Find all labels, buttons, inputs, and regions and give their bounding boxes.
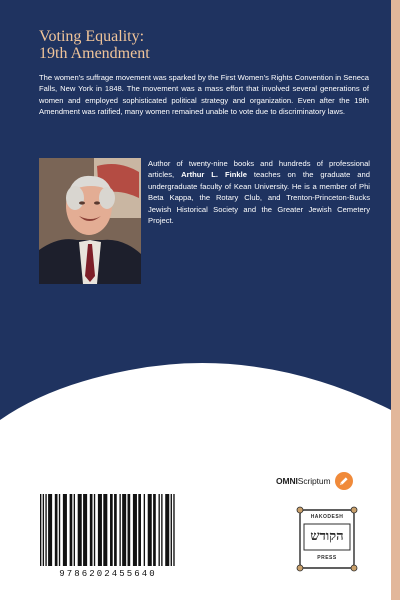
barcode-bar <box>43 494 44 566</box>
barcode-bar <box>119 494 120 566</box>
barcode-bar <box>40 494 41 566</box>
isbn-barcode <box>38 492 178 582</box>
barcode-bar <box>78 494 82 566</box>
book-title-line-1: Voting Equality: <box>39 28 145 45</box>
barcode-bar <box>48 494 52 566</box>
barcode-bar <box>110 494 113 566</box>
book-title <box>39 28 359 62</box>
barcode-bar <box>173 494 174 566</box>
barcode-bar <box>148 494 152 566</box>
isbn-number: 9786202455640 <box>59 569 157 579</box>
barcode-bar <box>159 494 160 566</box>
pencil-icon <box>338 476 349 487</box>
publisher-logo <box>276 468 376 494</box>
barcode-bar <box>98 494 102 566</box>
barcode-bar <box>165 494 169 566</box>
barcode-bar <box>138 494 141 566</box>
barcode-bars <box>38 492 178 568</box>
imprint-name-bottom: PRESS <box>317 555 337 561</box>
publisher-name-regular: Scriptum <box>297 476 331 486</box>
barcode-bar <box>122 494 126 566</box>
barcode-bar <box>128 494 131 566</box>
barcode-bar <box>83 494 87 566</box>
author-name: Arthur L. Finkle <box>181 170 247 180</box>
barcode-bar <box>55 494 58 566</box>
barcode-bar <box>94 494 95 566</box>
book-blurb: The women's suffrage movement was sparked by the First Women's Rights Convention in Seneca Falls, New York in 1848. The movement was a mass effort that involved several generations of women and employed sophisticated political strategy and organization. Even after the 19th Amendment was ratified, many women remained unable to vote due to discriminatory laws. <box>39 73 369 117</box>
barcode-bar <box>161 494 162 566</box>
publisher-badge <box>335 472 353 490</box>
barcode-bar <box>74 494 75 566</box>
imprint-name-top: HAKODESH <box>310 514 344 520</box>
barcode-bar <box>153 494 156 566</box>
imprint-hebrew-text: הקודש <box>310 529 344 544</box>
barcode-bar <box>114 494 117 566</box>
author-photo <box>39 158 141 284</box>
barcode-bar <box>171 494 172 566</box>
barcode-bar <box>45 494 46 566</box>
barcode-bar <box>70 494 73 566</box>
publisher-name <box>276 476 331 486</box>
barcode-bar <box>59 494 60 566</box>
publisher-name-bold: OMNI <box>276 476 298 486</box>
imprint-logo <box>296 506 358 576</box>
book-title-line-2: 19th Amendment <box>39 45 150 62</box>
author-bio <box>148 158 370 226</box>
barcode-bar <box>133 494 137 566</box>
barcode-bar <box>144 494 145 566</box>
author-bio-intro: Author of twenty-nine books and hundreds of professional articles, <box>148 159 370 180</box>
barcode-bar <box>103 494 107 566</box>
author-bio-body: teaches on the graduate and undergraduate faculty of Kean University. He is a member of Phi Beta Kappa, the Rotary Club, and Trenton-Princeton-Bucks Jewish Historical Society and the Greater Jewish Cemetery Project. <box>148 170 370 226</box>
barcode-bar <box>63 494 67 566</box>
barcode-bar <box>90 494 93 566</box>
spine-strip <box>391 0 400 600</box>
